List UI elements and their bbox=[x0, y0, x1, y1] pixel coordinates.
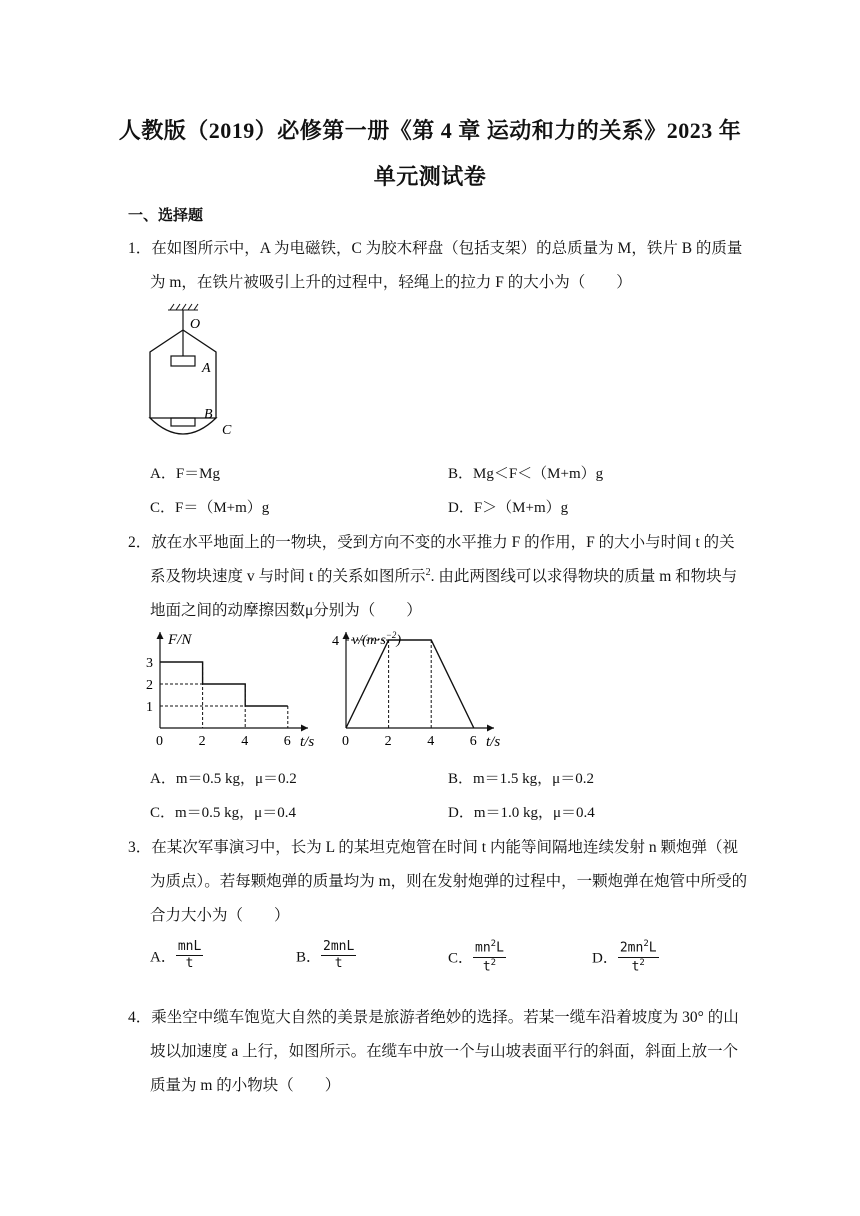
q3-option-d-fraction bbox=[618, 940, 659, 974]
guide-lines bbox=[160, 662, 288, 728]
force-time-chart bbox=[140, 628, 330, 752]
x-tick-0: 0 bbox=[156, 734, 163, 749]
series bbox=[160, 662, 288, 706]
q2-text-line3: 地面之间的动摩擦因数μ分别为（ ） bbox=[150, 602, 422, 619]
y-tick-1: 1 bbox=[146, 700, 153, 715]
label-b: B bbox=[204, 407, 213, 422]
velocity-time-chart bbox=[326, 628, 516, 752]
q1-option-d[interactable]: D．F＞（M+m）g bbox=[448, 500, 569, 516]
q3-option-c-label: C． bbox=[448, 950, 474, 967]
q1-option-c[interactable]: C．F＝（M+m）g bbox=[150, 500, 270, 516]
q2-line2-main: 系及物块速度 v 与时间 t 的关系如图所示 bbox=[150, 568, 426, 585]
num-post: L bbox=[496, 940, 504, 956]
num-sup: 2 bbox=[490, 939, 497, 949]
label-c: C bbox=[222, 423, 232, 438]
ceiling-hatch bbox=[168, 304, 198, 310]
tick-labels bbox=[146, 656, 291, 749]
q1-text-line2: 为 m，在铁片被吸引上升的过程中，轻绳上的拉力 F 的大小为（ ） bbox=[150, 274, 632, 291]
y-tick-2: 2 bbox=[146, 678, 153, 693]
den-sup: 2 bbox=[490, 957, 497, 968]
q2-text-line2 bbox=[150, 564, 737, 586]
q2-line2-tail: . 由此两图线可以求得物块的质量 m 和物块与 bbox=[430, 568, 738, 585]
x-tick-2: 2 bbox=[384, 734, 392, 749]
page-title-line2: 单元测试卷 bbox=[373, 164, 487, 189]
numerator: 2mnL bbox=[321, 940, 356, 956]
x-tick-6: 6 bbox=[283, 734, 291, 749]
y-axis-label: F/N bbox=[168, 632, 192, 648]
page-title-line1: 人教版（2019）必修第一册《第 4 章 运动和力的关系》2023 年 bbox=[118, 118, 742, 143]
q3-text-line1: 3．在某次军事演习中，长为 L 的某坦克炮管在时间 t 内能等间隔地连续发射 n 颗炮弹（视 bbox=[128, 839, 738, 856]
x-tick-4: 4 bbox=[241, 734, 249, 749]
series bbox=[346, 640, 474, 728]
tick-labels bbox=[332, 634, 477, 749]
denominator: t bbox=[334, 956, 343, 972]
label-a: A bbox=[202, 361, 211, 376]
label-o: O bbox=[190, 317, 201, 332]
iron-b bbox=[171, 418, 195, 426]
q3-option-a[interactable] bbox=[150, 940, 203, 972]
q3-option-b[interactable] bbox=[296, 940, 356, 972]
magnet-a bbox=[171, 356, 195, 366]
q3-option-b-fraction bbox=[321, 940, 356, 972]
q2-option-a[interactable]: A．m＝0.5 kg，μ＝0.2 bbox=[150, 771, 297, 787]
den-sup: 2 bbox=[639, 957, 645, 968]
x-tick-0: 0 bbox=[342, 734, 349, 749]
q3-option-a-label: A． bbox=[150, 949, 176, 966]
x-tick-6: 6 bbox=[469, 734, 477, 749]
x-tick-2: 2 bbox=[198, 734, 206, 749]
x-axis-label: t/s bbox=[300, 734, 315, 750]
x-tick-4: 4 bbox=[427, 734, 435, 749]
numerator bbox=[618, 940, 659, 958]
num-sup: 2 bbox=[643, 939, 649, 949]
guide-lines bbox=[346, 640, 431, 728]
q4-text-line1: 4．乘坐空中缆车饱览大自然的美景是旅游者绝妙的选择。若某一缆车沿着坡度为 30° 的山 bbox=[128, 1009, 739, 1026]
q3-option-a-fraction bbox=[176, 940, 203, 972]
q3-option-c-fraction bbox=[473, 940, 506, 974]
den-pre: t bbox=[631, 958, 640, 974]
q4-text-line2: 坡以加速度 a 上行，如图所示。在缆车中放一个与山坡表面平行的斜面，斜面上放一个 bbox=[150, 1043, 739, 1060]
q1-option-b[interactable]: B．Mg＜F＜（M+m）g bbox=[448, 466, 604, 482]
numerator bbox=[473, 940, 506, 958]
y-axis-label-sup: −2 bbox=[385, 630, 397, 640]
y-axis-label-main: v/(m·s bbox=[352, 633, 386, 648]
q2-text-line1: 2．放在水平地面上的一物块，受到方向不变的水平推力 F 的作用，F 的大小与时间 t 的关 bbox=[128, 534, 735, 551]
q3-text-line3: 合力大小为（ ） bbox=[150, 907, 290, 924]
denominator bbox=[618, 958, 659, 975]
x-axis-label: t/s bbox=[486, 734, 501, 750]
series-line bbox=[160, 662, 288, 706]
num-pre: mn bbox=[475, 940, 491, 956]
den-pre: t bbox=[482, 958, 491, 974]
q2-line2-sup: 2 bbox=[425, 566, 431, 578]
y-tick-4: 4 bbox=[332, 634, 339, 649]
num-post: L bbox=[648, 940, 657, 956]
q3-option-d-label: D． bbox=[592, 950, 618, 967]
section-heading: 一、选择题 bbox=[128, 208, 204, 224]
q2-option-c[interactable]: C．m＝0.5 kg，μ＝0.4 bbox=[150, 805, 296, 821]
q2-option-d[interactable]: D．m＝1.0 kg，μ＝0.4 bbox=[448, 805, 595, 821]
q3-option-c[interactable] bbox=[448, 940, 506, 974]
y-tick-3: 3 bbox=[146, 656, 153, 671]
denominator bbox=[473, 958, 506, 975]
q3-option-b-label: B． bbox=[296, 949, 322, 966]
y-axis-label bbox=[352, 630, 401, 648]
q4-text-line3: 质量为 m 的小物块（ ） bbox=[150, 1077, 341, 1094]
num-pre: 2mn bbox=[619, 940, 644, 956]
y-axis-label-close: ) bbox=[396, 633, 402, 648]
series-line bbox=[346, 640, 474, 728]
q3-option-d[interactable] bbox=[592, 940, 659, 974]
q1-option-a[interactable]: A．F＝Mg bbox=[150, 466, 221, 482]
q3-text-line2: 为质点）。若每颗炮弹的质量均为 m，则在发射炮弹的过程中，一颗炮弹在炮管中所受的 bbox=[150, 873, 748, 890]
numerator: mnL bbox=[176, 940, 203, 956]
denominator: t bbox=[185, 956, 194, 972]
q1-text-line1: 1．在如图所示中，A 为电磁铁，C 为胶木秤盘（包括支架）的总质量为 M，铁片 B 的质量 bbox=[128, 240, 743, 257]
q1-figure bbox=[140, 300, 250, 450]
q2-option-b[interactable]: B．m＝1.5 kg，μ＝0.2 bbox=[448, 771, 594, 787]
